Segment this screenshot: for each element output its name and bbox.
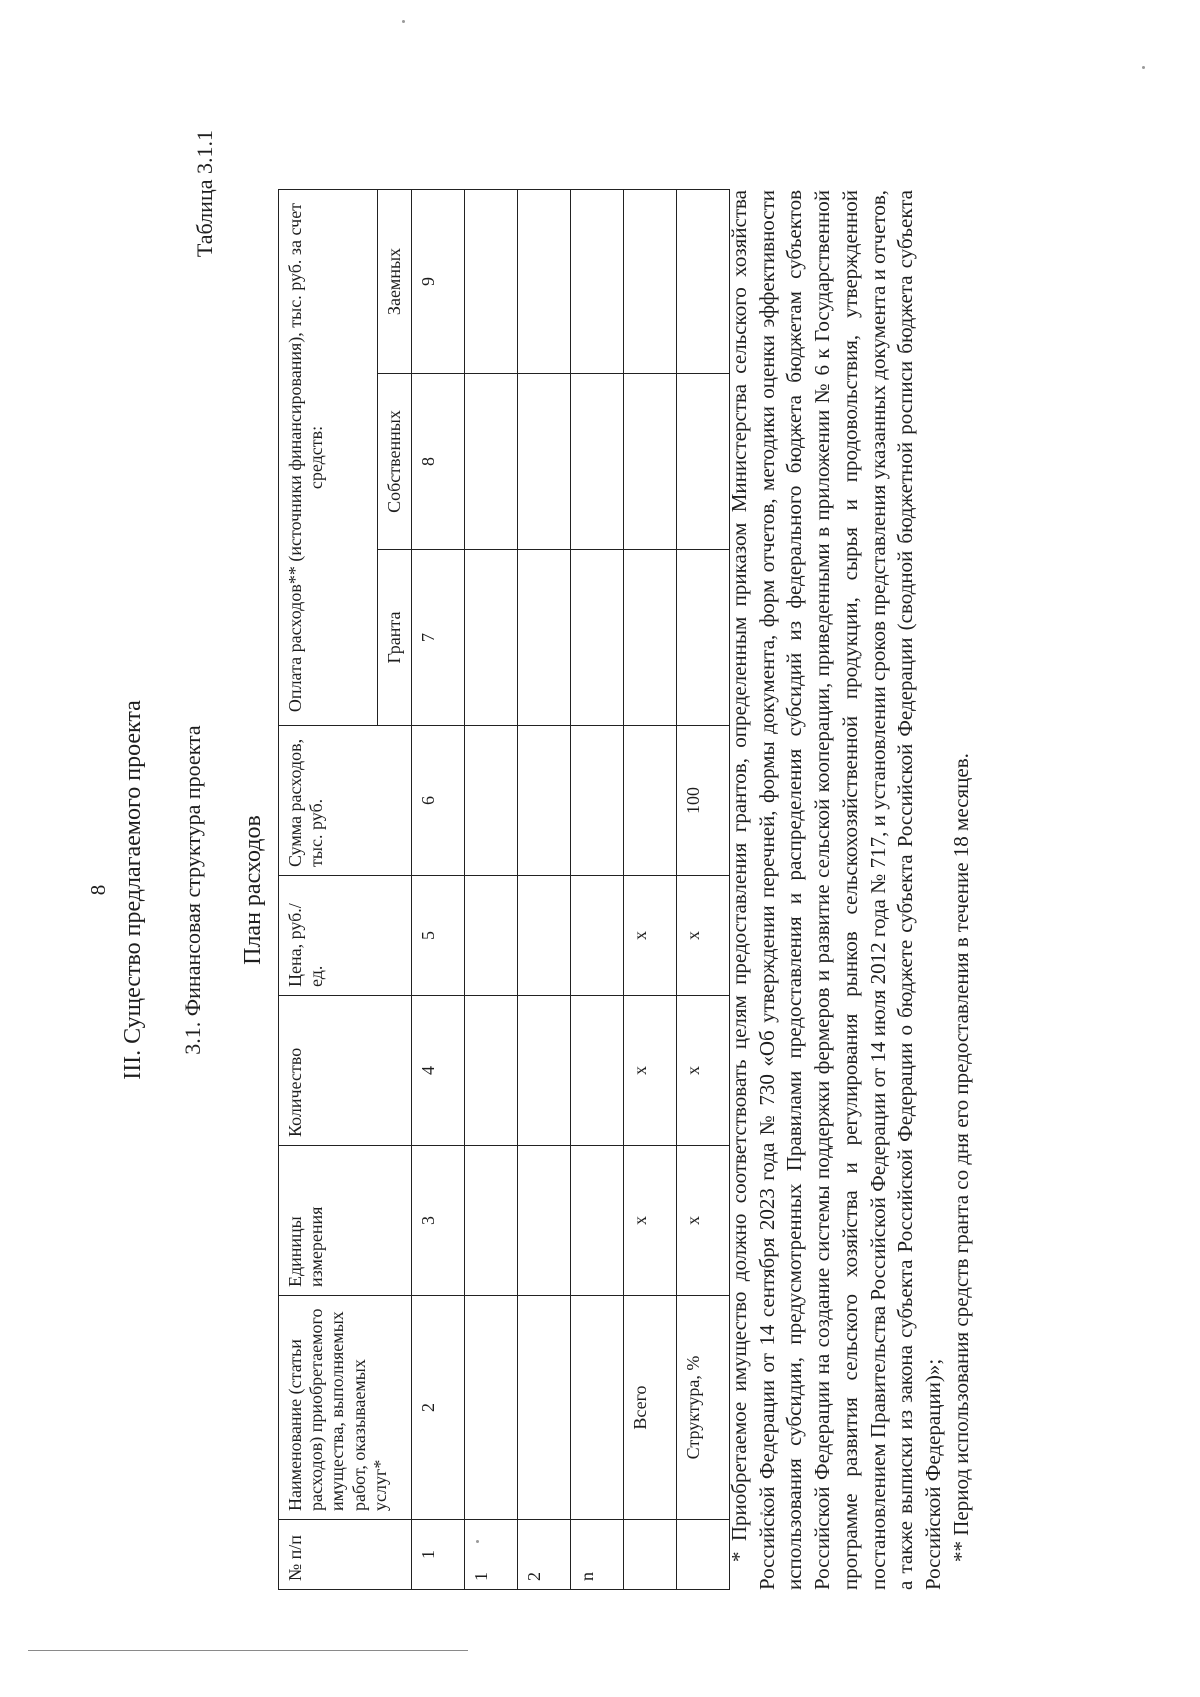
table-title: План расходов [240,815,266,965]
footnotes [726,190,975,1590]
row-number: 1 [465,1520,518,1590]
row-sum [518,726,571,876]
total-price: х [624,876,677,996]
column-numbers-row [412,189,465,1589]
structure-loan [677,189,730,373]
column-number: 7 [412,550,465,726]
table-row [465,189,518,1589]
total-loan [624,189,677,373]
structure-price: х [677,876,730,996]
rotated-page-content [80,50,1130,1590]
row-quantity [571,996,624,1146]
structure-quantity: х [677,996,730,1146]
header-own: Собственных [378,374,412,550]
header-item-name: Наименование (статьи расходов) приобретаемого имущества, выполняемых работ, оказываемых услуг* [279,1296,412,1520]
structure-label: Структура, % [677,1296,730,1520]
header-unit: Единицы измерения [279,1146,412,1296]
column-number: 5 [412,876,465,996]
row-price [465,876,518,996]
row-price [571,876,624,996]
row-grant [518,550,571,726]
structure-grant [677,550,730,726]
total-row [624,189,677,1589]
header-grant: Гранта [378,550,412,726]
row-sum [465,726,518,876]
structure-number [677,1520,730,1590]
section-title: III. Существо предлагаемого проекта [120,700,146,1080]
row-grant [571,550,624,726]
table-row [571,189,624,1589]
header-number: № п/п [279,1520,412,1590]
total-quantity: х [624,996,677,1146]
scan-artifact [402,20,405,23]
header-price: Цена, руб./ед. [279,876,412,996]
row-unit [518,1146,571,1296]
total-unit: х [624,1146,677,1296]
footnote-single-asterisk: * Приобретаемое имущество должно соответствовать целям предоставления грантов, определенным приказом Министерства сельского хозяйства Российской Федерации от 14 сентября 2023 года № 730 «Об утверждении перечней, формы документа, форм отчетов, методики оценки эффективности использования субсидии, предусмотренных Правилами предоставления и распределения субсидий из федерального бюджета бюджетам субъектов Российской Федерации на создание системы поддержки фермеров и развитие сельской кооперации, приведенными в приложении № 6 к Государственной программе развития сельского хозяйства и регулирования рынков сельскохозяйственной продукции, сырья и продовольствия, утвержденной постановлением Правительства Российской Федерации от 14 июля 2012 года № 717, и установлении сроков представления указанных документа и отчетов, а также выписки из закона субъекта Российской Федерации о бюджете субъекта Российской Федерации (сводной бюджетной росписи бюджета субъекта Российской Федерации)»; [727,190,946,1590]
row-loan [571,189,624,373]
row-quantity [518,996,571,1146]
row-quantity [465,996,518,1146]
column-number: 8 [412,374,465,550]
total-number [624,1520,677,1590]
column-number: 4 [412,996,465,1146]
header-loan: Заемных [378,189,412,373]
page-edge-line [28,1650,468,1651]
footnote-double-asterisk: ** Период использования средств гранта со дня его предоставления в течение 18 месяцев. [948,753,973,1562]
structure-row [677,189,730,1589]
row-own [465,374,518,550]
row-price [518,876,571,996]
total-sum [624,726,677,876]
total-own [624,374,677,550]
column-number: 1 [412,1520,465,1590]
row-item-name [465,1296,518,1520]
row-loan [465,189,518,373]
scan-artifact [1142,66,1145,69]
row-item-name [518,1296,571,1520]
header-sum: Сумма расходов, тыс. руб. [279,726,412,876]
column-number: 9 [412,189,465,373]
total-grant [624,550,677,726]
structure-own [677,374,730,550]
row-own [571,374,624,550]
column-number: 3 [412,1146,465,1296]
row-number: n [571,1520,624,1590]
row-unit [571,1146,624,1296]
subsection-title: 3.1. Финансовая структура проекта [180,725,205,1055]
header-funding-sources: Оплата расходов** (источники финансирования), тыс. руб. за счет средств: [279,189,378,725]
table-label: Таблица 3.1.1 [192,130,217,258]
structure-unit: х [677,1146,730,1296]
row-number: 2 [518,1520,571,1590]
header-quantity: Количество [279,996,412,1146]
structure-sum: 100 [677,726,730,876]
column-number: 2 [412,1296,465,1520]
expense-plan-table [278,189,730,1590]
total-label: Всего [624,1296,677,1520]
column-number: 6 [412,726,465,876]
table-row [518,189,571,1589]
row-unit [465,1146,518,1296]
row-item-name [571,1296,624,1520]
row-own [518,374,571,550]
row-loan [518,189,571,373]
row-sum [571,726,624,876]
row-grant [465,550,518,726]
page-number: 8 [86,884,110,896]
